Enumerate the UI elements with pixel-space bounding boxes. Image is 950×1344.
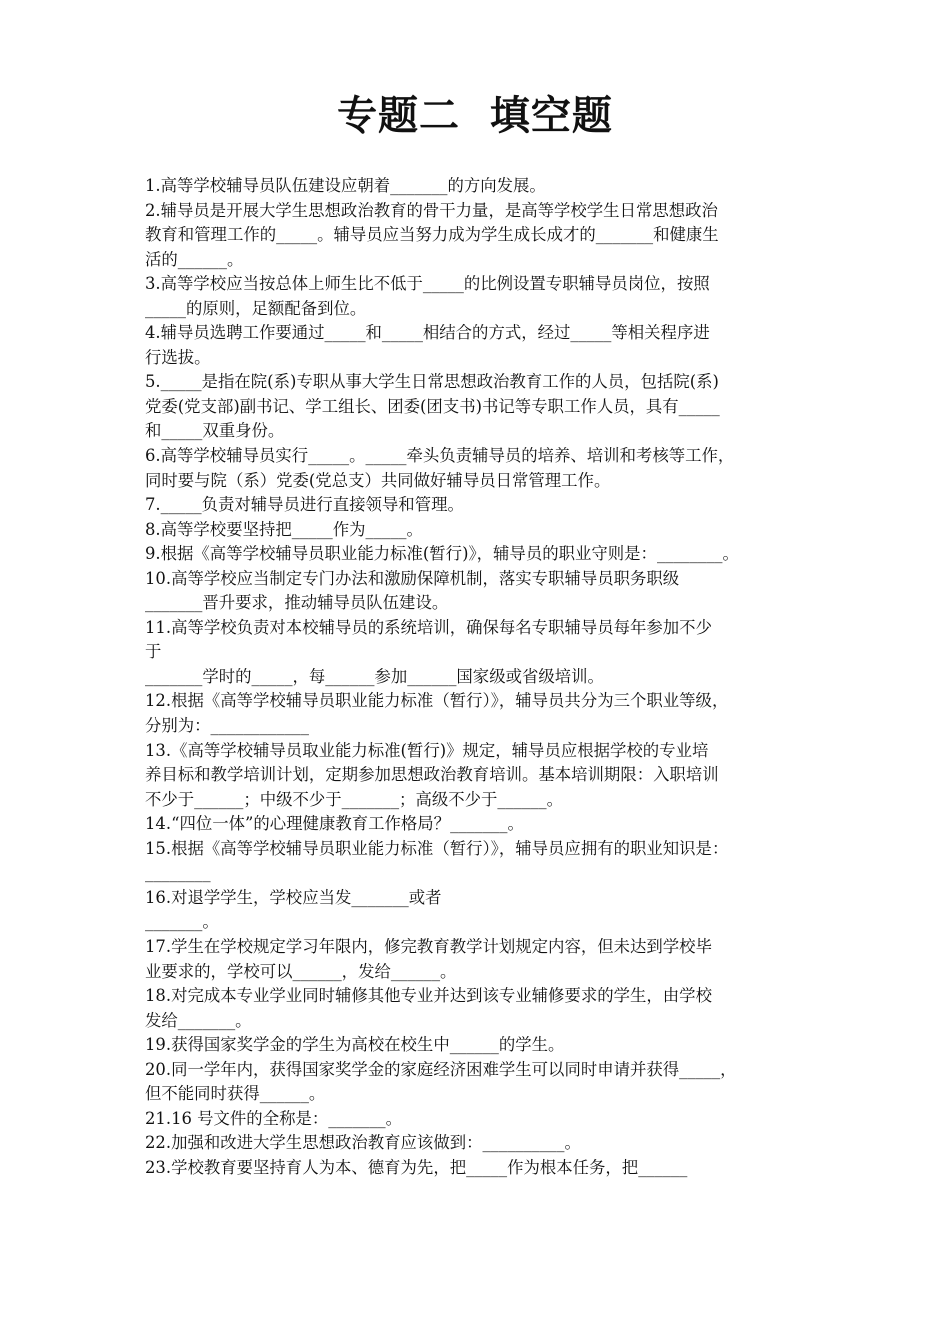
text-line: 养目标和教学培训计划，定期参加思想政治教育培训。基本培训期限：入职培训 <box>145 765 719 785</box>
text-line: 18.对完成本专业学业同时辅修其他专业并达到该专业辅修要求的学生，由学校 <box>145 986 712 1006</box>
page-title: 专题二 填空题 <box>337 93 613 139</box>
text-line: 教育和管理工作的_____。辅导员应当努力成为学生成长成才的_______和健康生 <box>145 225 719 245</box>
text-line: 19.获得国家奖学金的学生为高校在校生中______的学生。 <box>145 1035 565 1055</box>
text-line: 2.辅导员是开展大学生思想政治教育的骨干力量，是高等学校学生日常思想政治 <box>145 200 718 220</box>
text-line: _______学时的_____，每______参加______国家级或省级培训。 <box>145 666 604 686</box>
text-line: 活的______。 <box>145 249 244 269</box>
text-line: 1.高等学校辅导员队伍建设应朝着_______的方向发展。 <box>145 176 546 195</box>
text-line: 5._____是指在院(系)专职从事大学生日常思想政治教育工作的人员，包括院(系) <box>145 372 719 392</box>
text-line: 23.学校教育要坚持育人为本、德育为先，把_____作为根本任务，把______ <box>145 1157 688 1177</box>
text-line: 不少于______；中级不少于_______；高级不少于______。 <box>145 789 563 809</box>
text-line: 7._____负责对辅导员进行直接领导和管理。 <box>145 495 464 515</box>
text-line: 12.根据《高等学校辅导员职业能力标准（暂行）》，辅导员共分为三个职业等级， <box>145 691 729 711</box>
text-line: _____的原则，足额配备到位。 <box>145 298 367 318</box>
text-line: 3.高等学校应当按总体上师生比不低于_____的比例设置专职辅导员岗位，按照 <box>145 274 710 294</box>
text-line: 同时要与院（系）党委(党总支）共同做好辅导员日常管理工作。 <box>145 470 611 490</box>
text-line: 10.高等学校应当制定专门办法和激励保障机制，落实专职辅导员职务职级 <box>145 568 680 588</box>
text-line: 分别为：____________ <box>145 716 309 736</box>
text-line: 9.根据《高等学校辅导员职业能力标准(暂行)》，辅导员的职业守则是：________。 <box>145 544 739 564</box>
text-line: 4.辅导员选聘工作要通过_____和_____相结合的方式，经过_____等相关程序进 <box>145 323 710 343</box>
text-line: 业要求的，学校可以______，发给______。 <box>145 961 457 981</box>
text-line: 和_____双重身份。 <box>145 421 285 441</box>
text-line: 17.学生在学校规定学习年限内，修完教育教学计划规定内容，但未达到学校毕 <box>145 936 712 956</box>
question-list <box>145 174 813 1180</box>
text-line: 16.对退学学生，学校应当发_______或者 <box>145 887 442 907</box>
text-line: 但不能同时获得______。 <box>145 1084 326 1104</box>
text-line: _______。 <box>145 912 219 932</box>
text-line: 20.同一学年内，获得国家奖学金的家庭经济困难学生可以同时申请并获得_____， <box>145 1059 737 1079</box>
text-line: 22.加强和改进大学生思想政治教育应该做到：__________。 <box>145 1133 581 1153</box>
text-line: 发给_______。 <box>145 1010 252 1030</box>
text-line: _______晋升要求，推动辅导员队伍建设。 <box>145 593 449 613</box>
text-line: 行选拔。 <box>145 347 211 367</box>
text-line: 11.高等学校负责对本校辅导员的系统培训，确保每名专职辅导员每年参加不少 <box>145 617 712 637</box>
text-line: 党委(党支部)副书记、学工组长、团委(团支书)书记等专职工作人员，具有_____ <box>145 396 720 416</box>
text-line: ________ <box>145 863 211 883</box>
text-line: 21.16 号文件的全称是：_______。 <box>145 1108 403 1128</box>
text-line: 6.高等学校辅导员实行_____。_____牵头负责辅导员的培养、培训和考核等工作， <box>145 446 735 466</box>
text-line: 15.根据《高等学校辅导员职业能力标准（暂行）》，辅导员应拥有的职业知识是： <box>145 838 729 858</box>
text-line: 14.“四位一体”的心理健康教育工作格局？_______。 <box>145 814 524 834</box>
text-line: 13.《高等学校辅导员取业能力标准(暂行)》规定，辅导员应根据学校的专业培 <box>145 740 709 760</box>
text-line: 于 <box>145 642 162 662</box>
text-line: 8.高等学校要坚持把_____作为_____。 <box>145 519 423 539</box>
